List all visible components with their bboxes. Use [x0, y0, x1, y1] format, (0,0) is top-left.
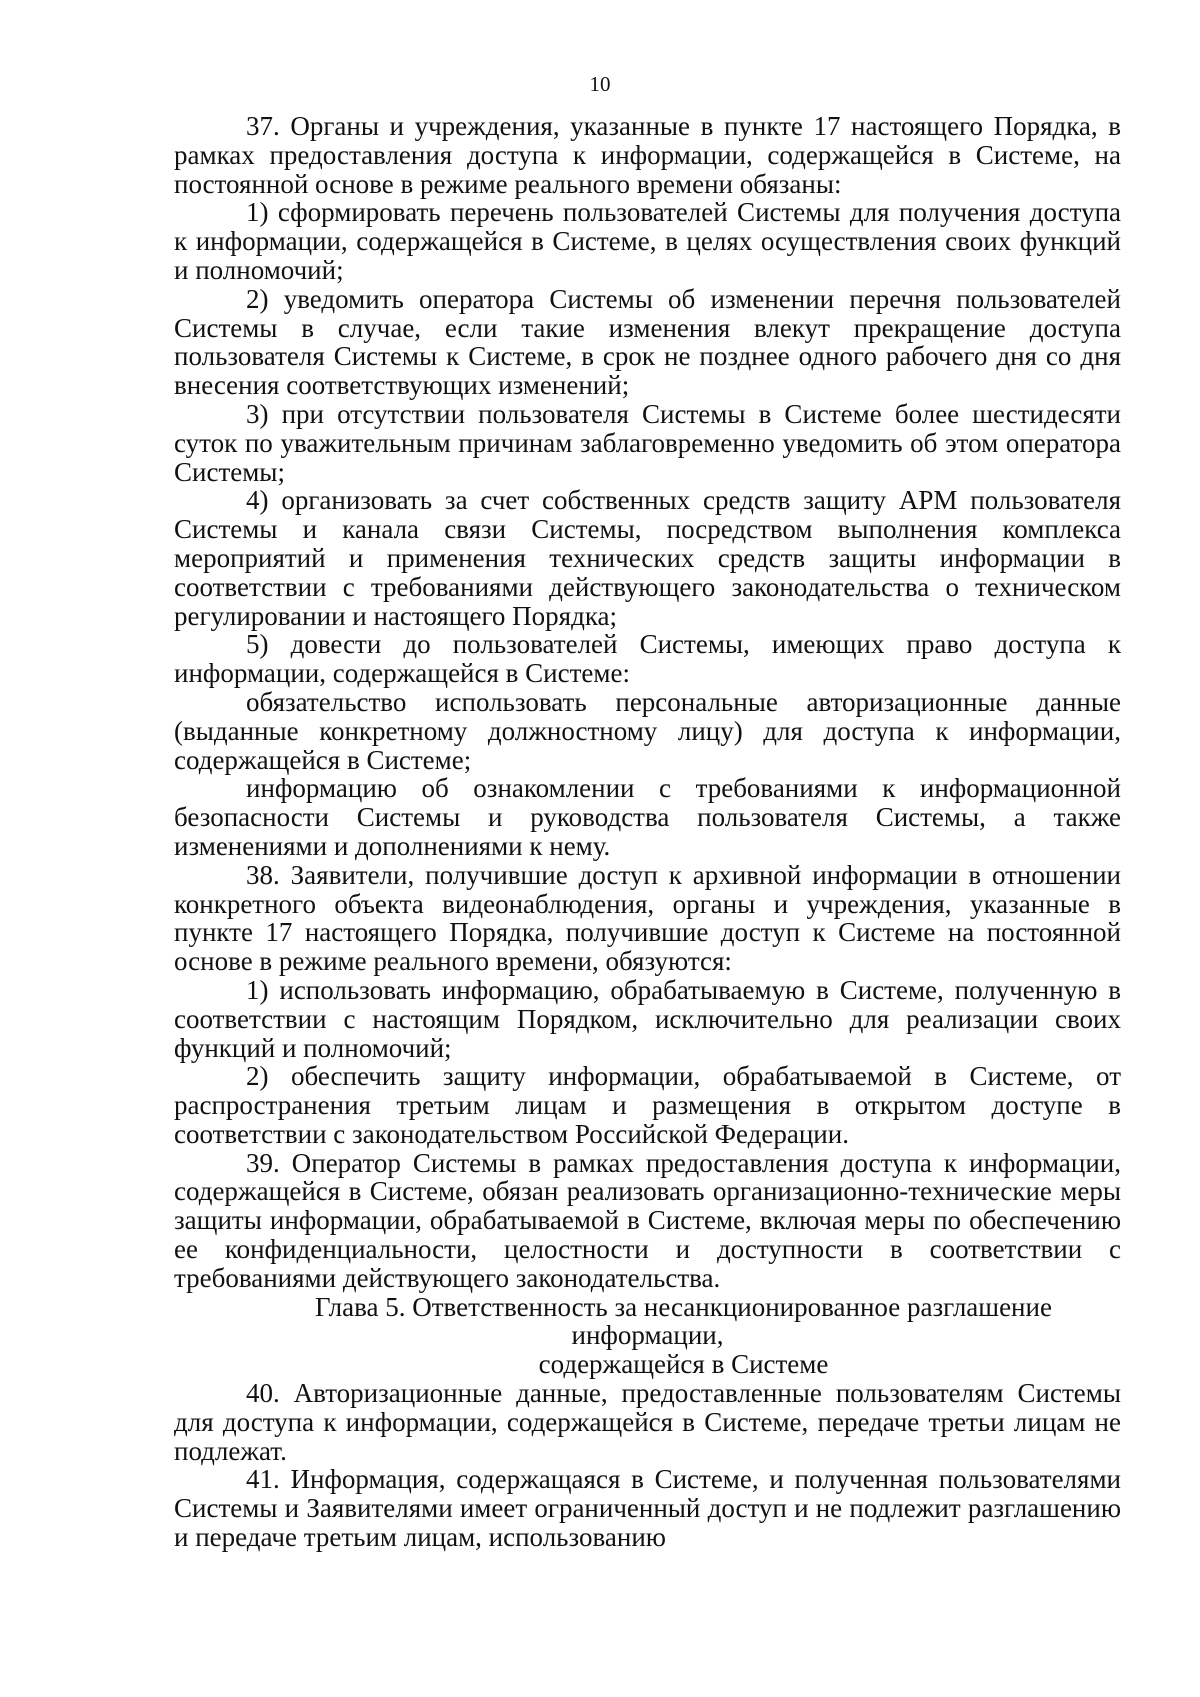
chapter-heading-line-2: содержащейся в Системе — [538, 1349, 829, 1380]
paragraph-37: 37. Органы и учреждения, указанные в пункте 17 настоящего Порядка, в рамках предоставления доступа к информации, содержащейся в Системе, на постоянной основе в режиме реального времени обязаны: — [174, 111, 1121, 199]
paragraph-38: 38. Заявители, получившие доступ к архивной информации в отношении конкретного объекта видеонаблюдения, органы и учреждения, указанные в пункте 17 настоящего Порядка, получившие доступ к Системе на постоянной основе в режиме реального времени, обязуются: — [174, 859, 1121, 977]
paragraph-37-item-4: 4) организовать за счет собственных средств защиту АРМ пользователя Системы и канала связи Системы, посредством выполнения комплекса мероприятий и применения технических средств защиты информации в соответствии с требованиями действующего законодательства о техническом регулировании и настоящего Порядка; — [174, 485, 1121, 631]
paragraph-40: 40. Авторизационные данные, предоставленные пользователям Системы для доступа к информации, содержащейся в Системе, передаче третьи лицам не подлежат. — [174, 1378, 1121, 1466]
paragraph-37-item-2: 2) уведомить оператора Системы об изменении перечня пользователей Системы в случае, если такие изменения влекут прекращение доступа пользователя Системы к Системе, в срок не позднее одного рабочего дня со дня внесения соответствующих изменений; — [174, 283, 1121, 401]
paragraph-37-item-1: 1) сформировать перечень пользователей Системы для получения доступа к информации, содержащейся в Системе, в целях осуществления своих функций и полномочий; — [174, 197, 1121, 285]
document-body — [174, 112, 1121, 1552]
paragraph-37-item-5-information: информацию об ознакомлении с требованиями к информационной безопасности Системы и руководства пользователя Системы, а также изменениями и дополнениями к нему. — [174, 773, 1121, 861]
paragraph-39: 39. Оператор Системы в рамках предоставления доступа к информации, содержащейся в Системе, обязан реализовать организационно-технические меры защиты информации, обрабатываемой в Системе, включая меры по обеспечению ее конфиденциальности, целостности и доступности в соответствии с требованиями действующего законодательства. — [174, 1147, 1121, 1293]
chapter-heading — [174, 1293, 1121, 1379]
paragraph-41: 41. Информация, содержащаяся в Системе, и полученная пользователями Системы и Заявителями имеет ограниченный доступ и не подлежит разглашению и передаче третьим лицам, использованию — [174, 1464, 1121, 1553]
paragraph-38-item-2: 2) обеспечить защиту информации, обрабатываемой в Системе, от распространения третьим лицам и размещения в открытом доступе в соответствии с законодательством Российской Федерации. — [174, 1061, 1121, 1149]
paragraph-38-item-1: 1) использовать информацию, обрабатываемую в Системе, полученную в соответствии с настоящим Порядком, исключительно для реализации своих функций и полномочий; — [174, 974, 1121, 1063]
chapter-heading-line-1: Глава 5. Ответственность за несанкционированное разглашение информации, — [315, 1291, 1052, 1351]
paragraph-37-item-5-obligation: обязательство использовать персональные авторизационные данные (выданные конкретному должностному лицу) для доступа к информации, содержащейся в Системе; — [174, 686, 1121, 775]
paragraph-37-item-3: 3) при отсутствии пользователя Системы в Системе более шестидесяти суток по уважительным причинам заблаговременно уведомить об этом оператора Системы; — [174, 398, 1121, 487]
page-number: 10 — [589, 72, 611, 96]
paragraph-37-item-5: 5) довести до пользователей Системы, имеющих право доступа к информации, содержащейся в Системе: — [174, 629, 1121, 689]
